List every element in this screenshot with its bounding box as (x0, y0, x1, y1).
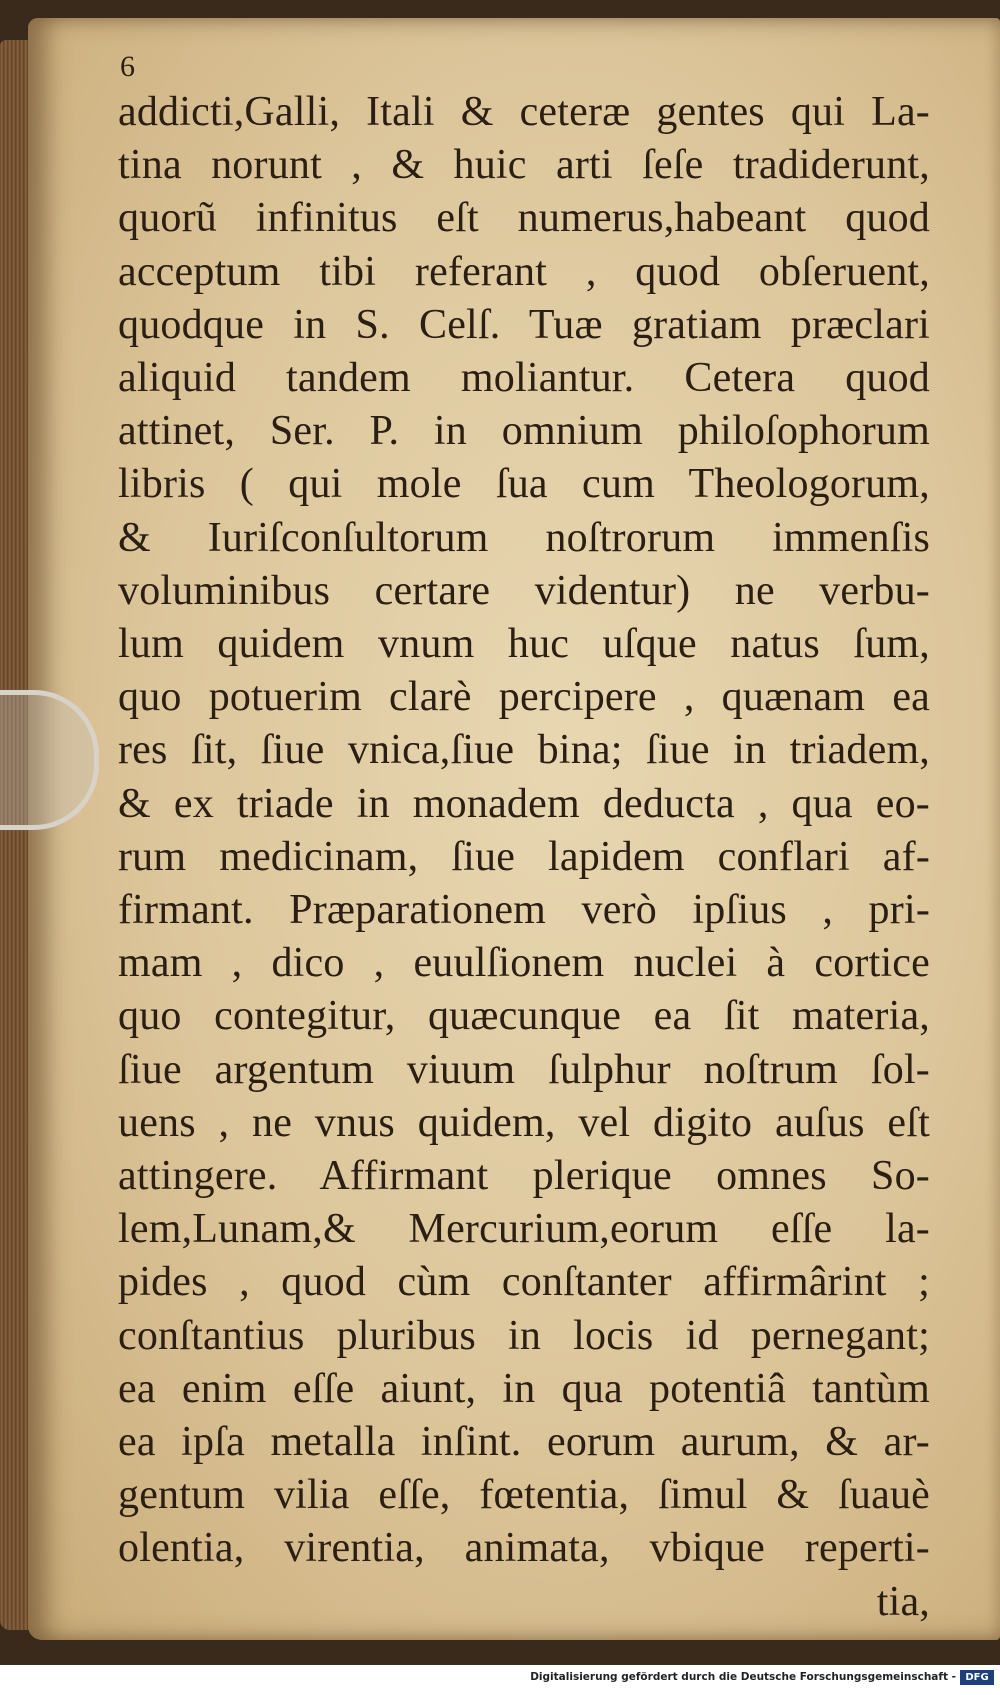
text-line: lum quidem vnum huc uſque natus ſum, (118, 621, 930, 668)
text-line: & Iuriſconſultorum noſtrorum immenſis (118, 514, 930, 561)
text-line: pides , quod cùm conſtanter affirmârint ; (118, 1259, 930, 1306)
text-line: mam , dico , euulſionem nuclei à cortice (118, 940, 930, 987)
text-line: quo contegitur, quæcunque ea ſit materia, (118, 993, 930, 1040)
body-text (118, 86, 930, 1629)
text-line: ſiue argentum viuum ſulphur noſtrum ſol- (118, 1046, 930, 1093)
text-line: lem,Lunam,& Mercurium,eorum eſſe la- (118, 1206, 930, 1253)
text-line: & ex triade in monadem deducta , qua eo- (118, 780, 930, 827)
text-line: quodque in S. Celſ. Tuæ gratiam præclari (118, 301, 930, 348)
text-line: uens , ne vnus quidem, vel digito auſus eſt (118, 1099, 930, 1146)
footer-credit: Digitalisierung gefördert durch die Deutsche Forschungsgemeinschaft - (530, 1671, 956, 1683)
text-line: ea ipſa metalla inſint. eorum aurum, & ar- (118, 1419, 930, 1466)
text-line: tina norunt , & huic arti ſeſe tradiderunt, (118, 142, 930, 189)
text-line: quo potuerim clarè percipere , quænam ea (118, 674, 930, 721)
text-line: acceptum tibi referant , quod obſeruent, (118, 248, 930, 295)
text-line: aliquid tandem moliantur. Cetera quod (118, 355, 930, 402)
text-line: gentum vilia eſſe, fœtentia, ſimul & ſuauè (118, 1472, 930, 1519)
text-line: attinet, Ser. P. in omnium philoſophorum (118, 408, 930, 455)
text-line: firmant. Præparationem verò ipſius , pri- (118, 887, 930, 934)
text-line: ea enim eſſe aiunt, in qua potentiâ tantùm (118, 1365, 930, 1412)
text-line: conſtantius pluribus in locis id pernegant; (118, 1312, 930, 1359)
catchword: tia, (876, 1578, 930, 1625)
text-line: voluminibus certare videntur) ne verbu- (118, 567, 930, 614)
text-line: addicti,Galli, Itali & ceteræ gentes qui La- (118, 89, 930, 135)
text-line: olentia, virentia, animata, vbique reperti- (118, 1525, 930, 1572)
page-number: 6 (120, 50, 135, 83)
text-line: libris ( qui mole ſua cum Theologorum, (118, 461, 930, 508)
text-line: quorũ infinitus eſt numerus,habeant quod (118, 195, 930, 242)
text-line: res ſit, ſiue vnica,ſiue bina; ſiue in triadem, (118, 727, 930, 774)
text-line: rum medicinam, ſiue lapidem conflari af- (118, 833, 930, 880)
dfg-logo: DFG (960, 1670, 994, 1685)
text-line: attingere. Affirmant plerique omnes So- (118, 1153, 930, 1200)
digitization-footer (0, 1665, 1000, 1695)
